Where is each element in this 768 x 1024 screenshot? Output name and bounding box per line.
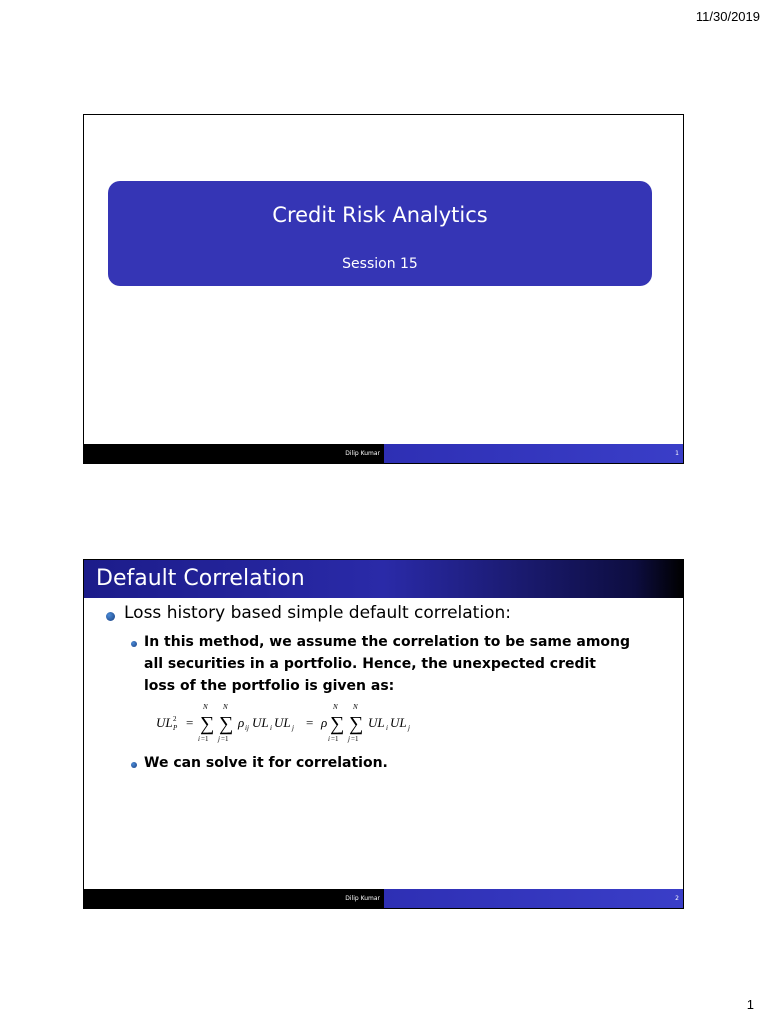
footer-slide-number: 1 — [384, 444, 683, 463]
slide-title: Default Correlation — [84, 560, 683, 598]
svg-text:N: N — [353, 703, 358, 711]
page-number: 1 — [746, 997, 754, 1012]
footer-author: Dilip Kumar — [84, 889, 384, 908]
svg-text:UL: UL — [274, 715, 291, 730]
slide-footer — [84, 889, 683, 908]
title-box — [108, 181, 652, 286]
svg-text:∑: ∑ — [200, 713, 215, 735]
page-date: 11/30/2019 — [695, 9, 760, 24]
svg-text:ij: ij — [245, 724, 249, 732]
svg-text:∑: ∑ — [349, 713, 364, 735]
bullet-level-2 — [131, 631, 631, 697]
svg-text:=: = — [306, 715, 314, 730]
svg-text:UL: UL — [390, 715, 407, 730]
svg-text:=: = — [186, 715, 194, 730]
slide-title: Credit Risk Analytics — [272, 203, 488, 227]
svg-text:i: i — [328, 735, 330, 743]
slide-2 — [83, 559, 684, 909]
svg-text:UL: UL — [368, 715, 385, 730]
svg-text:j: j — [348, 735, 350, 743]
svg-text:UL: UL — [156, 715, 173, 730]
svg-text:∑: ∑ — [219, 713, 234, 735]
svg-text:N: N — [333, 703, 338, 711]
bullet-text: Loss history based simple default correlation: — [124, 603, 511, 623]
footer-slide-number: 2 — [384, 889, 683, 908]
svg-text:2: 2 — [173, 715, 177, 723]
bullet-level-2 — [131, 752, 388, 774]
svg-text:N: N — [203, 703, 208, 711]
svg-text:=1: =1 — [331, 735, 339, 743]
svg-text:i: i — [198, 735, 200, 743]
svg-text:ρ: ρ — [238, 715, 245, 730]
svg-text:j: j — [292, 724, 294, 732]
svg-text:∑: ∑ — [330, 713, 345, 735]
bullet-dot-icon — [131, 762, 137, 768]
bullet-dot-icon — [131, 641, 137, 647]
svg-text:i: i — [386, 724, 388, 732]
svg-text:=1: =1 — [201, 735, 209, 743]
correlation-formula — [156, 700, 436, 744]
svg-text:P: P — [173, 724, 178, 732]
svg-text:UL: UL — [252, 715, 269, 730]
svg-text:=1: =1 — [221, 735, 229, 743]
footer-author: Dilip Kumar — [84, 444, 384, 463]
svg-text:i: i — [270, 724, 272, 732]
bullet-text: In this method, we assume the correlation to be same among all securities in a portfolio. Hence, the unexpected credit loss of the portfolio is given as: — [144, 634, 631, 694]
slide-footer — [84, 444, 683, 463]
bullet-dot-icon — [106, 612, 115, 621]
svg-text:j: j — [218, 735, 220, 743]
svg-text:j: j — [408, 724, 410, 732]
svg-text:ρ: ρ — [321, 715, 328, 730]
svg-text:=1: =1 — [351, 735, 359, 743]
bullet-text: We can solve it for correlation. — [144, 755, 388, 771]
slide-1 — [83, 114, 684, 464]
svg-text:N: N — [223, 703, 228, 711]
slide-subtitle: Session 15 — [342, 256, 418, 272]
bullet-level-1 — [106, 603, 511, 623]
